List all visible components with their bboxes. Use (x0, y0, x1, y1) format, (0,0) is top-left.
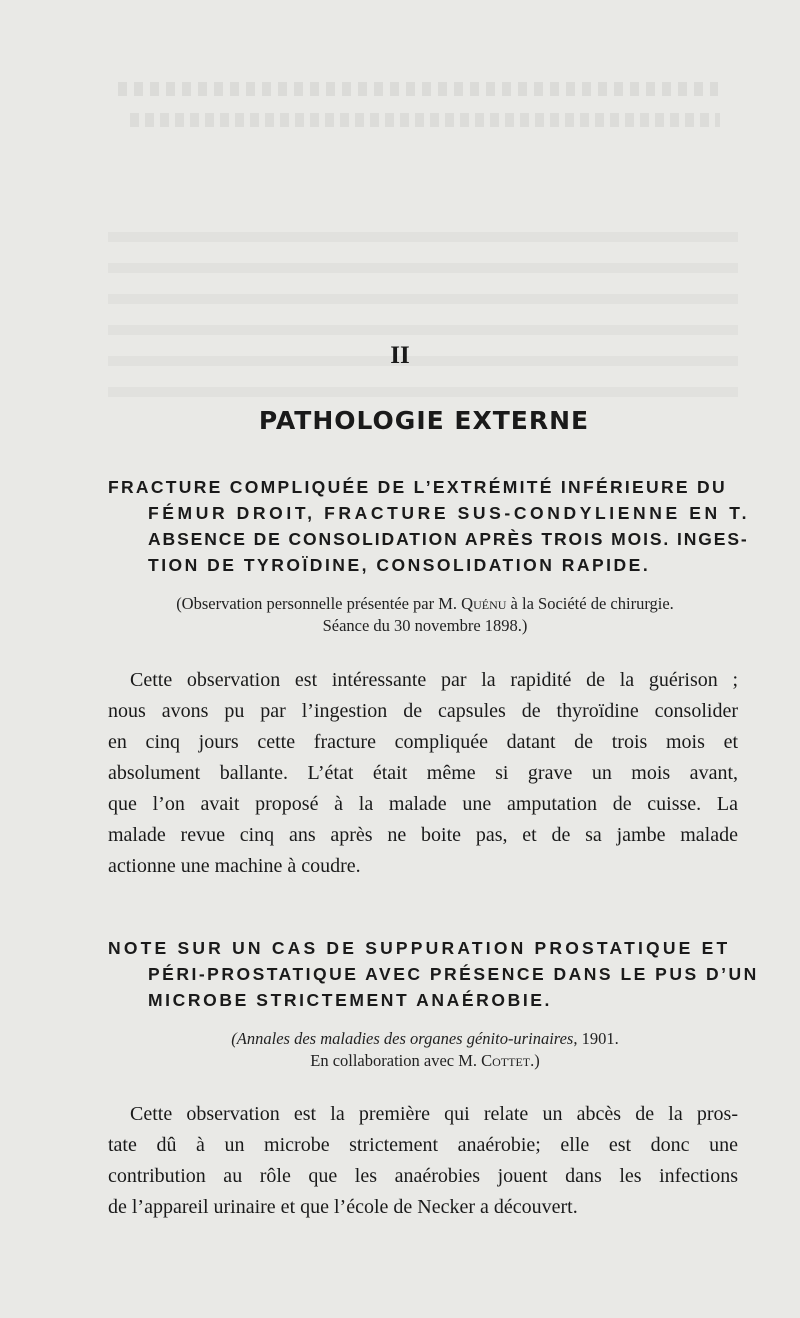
body-line: contribution au rôle que les anaérobies jouent dans les infections (108, 1165, 738, 1187)
body-line: de l’appareil urinaire et que l’école de Necker a découvert. (108, 1196, 578, 1218)
bleed-through-marks (130, 113, 720, 127)
source-text: .) (530, 1051, 540, 1070)
article-1-source (108, 593, 742, 637)
author-name: Quénu (461, 594, 507, 613)
bleed-through-marks (108, 232, 738, 402)
body-line: Cette observation est la première qui relate un abcès de la pros- (130, 1103, 738, 1125)
body-line: actionne une machine à coudre. (108, 855, 361, 877)
body-line: que l’on avait proposé à la malade une amputation de cuisse. La (108, 793, 738, 815)
author-name: Cottet (481, 1051, 531, 1070)
source-line (108, 1028, 742, 1050)
journal-name: (Annales des maladies des organes génito-urinaires (231, 1029, 574, 1048)
source-line (108, 1050, 742, 1072)
body-line: nous avons pu par l’ingestion de capsules de thyroïdine consolider (108, 700, 738, 722)
bleed-through-marks (118, 82, 718, 96)
heading-line: TION DE TYROÏDINE, CONSOLIDATION RAPIDE. (148, 555, 651, 575)
heading-line: ABSENCE DE CONSOLIDATION APRÈS TROIS MOIS. INGES- (148, 529, 749, 549)
source-line (108, 593, 742, 615)
heading-line: MICROBE STRICTEMENT ANAÉROBIE. (148, 990, 553, 1010)
heading-line: PÉRI-PROSTATIQUE AVEC PRÉSENCE DANS LE PUS D’UN (148, 964, 759, 984)
article-1-body (108, 665, 738, 882)
article-2-heading (108, 935, 759, 1013)
article-1-heading (108, 474, 751, 578)
heading-line: FÉMUR DROIT, FRACTURE SUS-CONDYLIENNE EN T. (148, 503, 751, 523)
section-number: II (390, 342, 410, 369)
heading-line: FRACTURE COMPLIQUÉE DE L’EXTRÉMITÉ INFÉRIEURE DU (108, 477, 727, 497)
source-text: , 1901. (573, 1029, 619, 1048)
body-line: absolument ballante. L’état était même si grave un mois avant, (108, 762, 738, 784)
article-2-source (108, 1028, 742, 1072)
source-line: Séance du 30 novembre 1898.) (322, 616, 528, 635)
article-2-body (108, 1099, 738, 1223)
source-text: (Observation personnelle présentée par M. (176, 594, 462, 613)
source-text: à la Société de chirurgie. (506, 594, 674, 613)
body-line: Cette observation est intéressante par la rapidité de la guérison ; (130, 669, 738, 691)
body-line: tate dû à un microbe strictement anaérobie; elle est donc une (108, 1134, 738, 1156)
body-line: en cinq jours cette fracture compliquée datant de trois mois et (108, 731, 738, 753)
section-title: PATHOLOGIE EXTERNE (258, 406, 590, 435)
body-line: malade revue cinq ans après ne boite pas, et de sa jambe malade (108, 824, 738, 846)
source-text: En collaboration avec M. (310, 1051, 482, 1070)
heading-line: NOTE SUR UN CAS DE SUPPURATION PROSTATIQUE ET (108, 938, 731, 958)
